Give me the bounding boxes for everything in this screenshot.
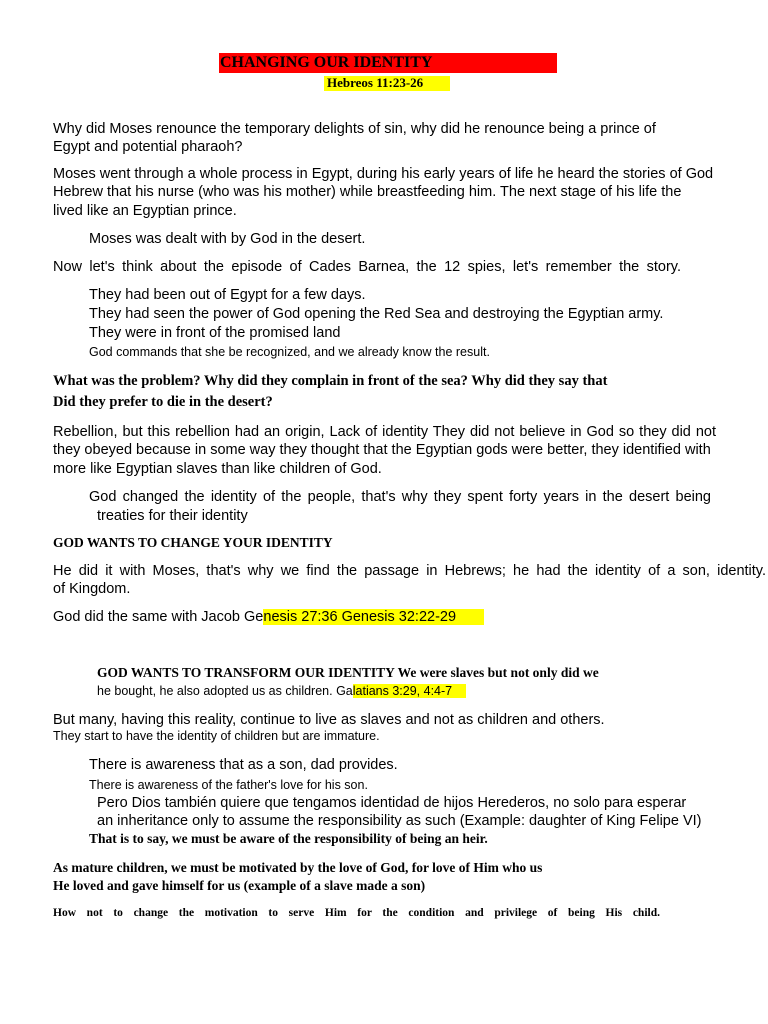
many-slaves-line: But many, having this reality, continue to live as slaves and not as children and others. [53, 712, 605, 728]
jacob-line [53, 608, 484, 627]
galatians-reference-highlight: latians 3:29, 4:4-7 [353, 684, 466, 698]
heirs-paragraph-line-1: Pero Dios también quiere que tengamos identidad de hijos Herederos, no solo para esperar [97, 795, 687, 811]
moses-paragraph-line-1: He did it with Moses, that's why we find the passage in Hebrews; he had the identity of a son, identity. [53, 563, 766, 579]
intro-question-line-1: Why did Moses renounce the temporary delights of sin, why did he renounce being a prince of [53, 121, 656, 137]
problem-question-line-2: Did they prefer to die in the desert? [53, 394, 273, 410]
bullet-item [78, 830, 488, 848]
bullet-item [78, 488, 711, 507]
closing-line: How not to change the motivation to serve Him for the condition and privilege of being His child. [53, 907, 660, 919]
jacob-line-text: God did the same with Jacob Ge [53, 609, 264, 625]
bullet-item [78, 324, 340, 343]
heading-change-identity: GOD WANTS TO CHANGE YOUR IDENTITY [53, 535, 333, 550]
awareness-bullet-text: There is awareness of the father's love for his son. [89, 778, 368, 792]
bullet-item [78, 344, 490, 360]
heirs-paragraph-line-2: an inheritance only to assume the responsibility as such (Example: daughter of King Felipe VI) [97, 813, 702, 829]
page-title: CHANGING OUR IDENTITY [220, 54, 433, 71]
process-paragraph-line-3: lived like an Egyptian prince. [53, 203, 237, 219]
rebellion-paragraph-line-2: they obeyed because in some way they thought that the Egyptian gods were better, they identified with [53, 442, 711, 458]
process-paragraph-line-2: Hebrew that his nurse (who was his mother) while breastfeeding him. The next stage of his life the [53, 184, 682, 200]
adopted-line-text: he bought, he also adopted us as children. Ga [97, 684, 353, 698]
heading-transform-identity: GOD WANTS TO TRANSFORM OUR IDENTITY We were slaves but not only did we [97, 665, 599, 680]
awareness-bullet-text: There is awareness that as a son, dad provides. [89, 757, 398, 773]
mature-paragraph-line-2: He loved and gave himself for us (example of a slave made a son) [53, 878, 426, 893]
scripture-reference: Hebreos 11:23-26 [327, 75, 424, 90]
spies-bullet-text: God commands that she be recognized, and we already know the result. [89, 345, 490, 359]
spies-bullet-text: They were in front of the promised land [89, 325, 341, 341]
bullet-item [78, 305, 663, 324]
rebellion-paragraph-line-3: more like Egyptian slaves than like children of God. [53, 461, 382, 477]
rebellion-paragraph-line-1: Rebellion, but this rebellion had an origin, Lack of identity They did not believe in God so they did not [53, 424, 716, 440]
changed-bullet-continuation: treaties for their identity [97, 508, 248, 524]
immature-line: They start to have the identity of children but are immature. [53, 729, 380, 743]
genesis-reference-highlight: nesis 27:36 Genesis 32:22-29 [263, 609, 484, 625]
desert-bullet-text: Moses was dealt with by God in the desert. [89, 231, 366, 247]
moses-paragraph-line-2: of Kingdom. [53, 581, 131, 597]
heir-bullet-text: That is to say, we must be aware of the responsibility of being an heir. [89, 831, 488, 846]
spies-bullet-text: They had been out of Egypt for a few days. [89, 287, 366, 303]
changed-bullet-text: God changed the identity of the people, that's why they spent forty years in the desert being [89, 489, 711, 505]
cades-intro: Now let's think about the episode of Cades Barnea, the 12 spies, let's remember the story. [53, 259, 681, 275]
intro-question-line-2: Egypt and potential pharaoh? [53, 139, 243, 155]
mature-paragraph-line-1: As mature children, we must be motivated by the love of God, for love of Him who us [53, 860, 543, 875]
bullet-item [78, 286, 365, 305]
problem-question-line-1: What was the problem? Why did they complain in front of the sea? Why did they say that [53, 373, 608, 389]
spies-bullet-text: They had seen the power of God opening the Red Sea and destroying the Egyptian army. [89, 306, 664, 322]
process-paragraph-line-1: Moses went through a whole process in Egypt, during his early years of life he heard the stories of God [53, 166, 714, 182]
bullet-item [78, 230, 365, 249]
bullet-item [78, 777, 368, 793]
adopted-line [97, 683, 466, 699]
bullet-item [78, 756, 398, 775]
